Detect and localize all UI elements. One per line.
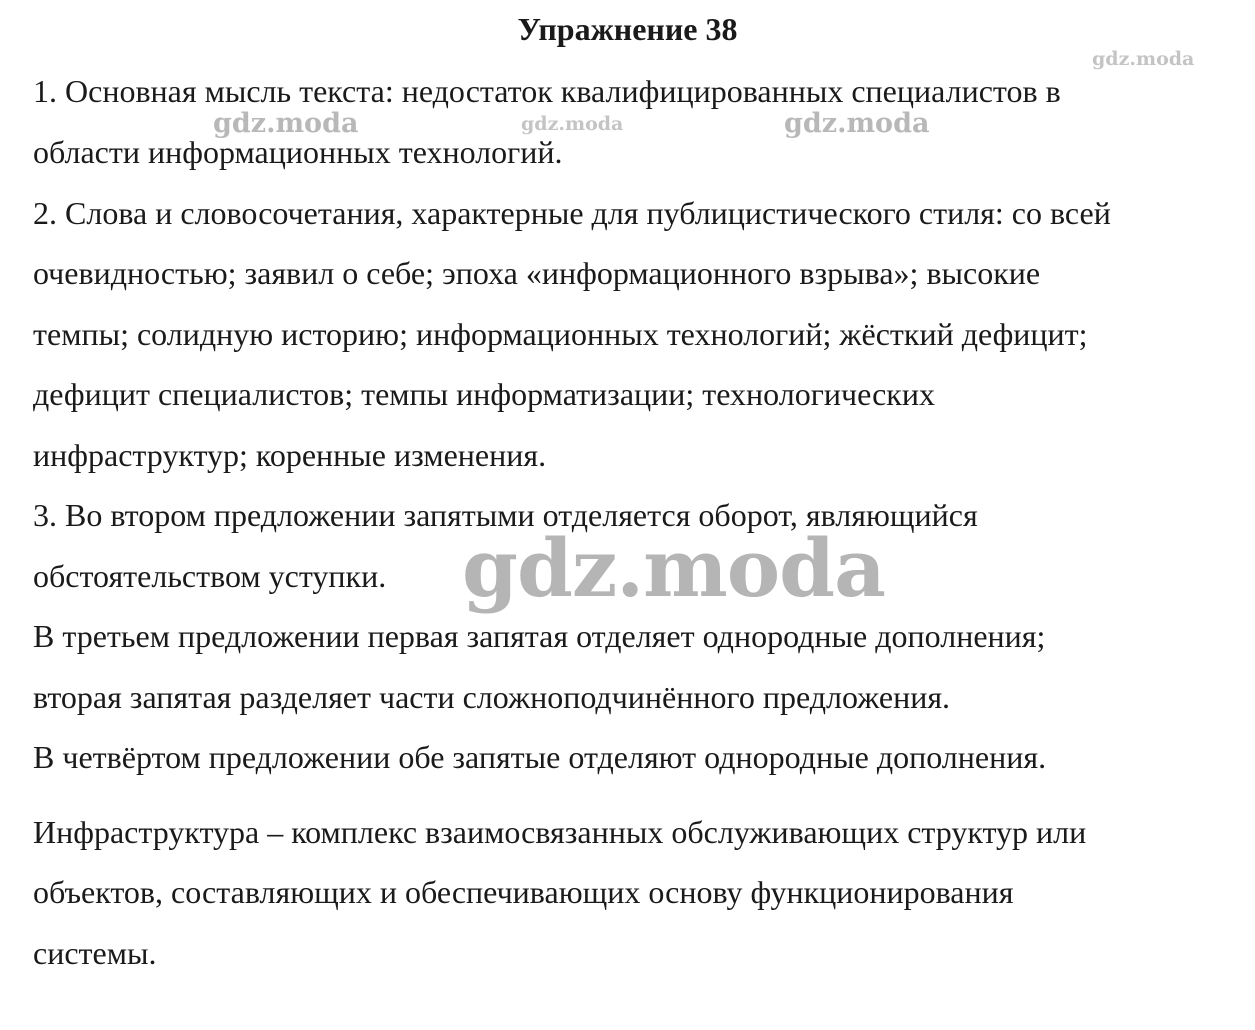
text-line-8: 3. Во втором предложении запятыми отделяется оборот, являющийся xyxy=(33,497,978,533)
text-line-15: системы. xyxy=(33,935,157,971)
watermark-big: gdz.moda xyxy=(462,521,885,615)
text-line-10: В третьем предложении первая запятая отделяет однородные дополнения; xyxy=(33,618,1046,654)
text-line-9: обстоятельством уступки. xyxy=(33,558,387,594)
text-line-3: 2. Слова и словосочетания, характерные для публицистического стиля: со всей xyxy=(33,195,1111,231)
text-line-2: области информационных технологий. xyxy=(33,134,563,170)
text-line-6: дефицит специалистов; темпы информатизации; технологических xyxy=(33,376,935,412)
text-line-1: 1. Основная мысль текста: недостаток квалифицированных специалистов в xyxy=(33,73,1061,109)
text-line-14: объектов, составляющих и обеспечивающих основу функционирования xyxy=(33,874,1014,910)
text-line-7: инфраструктур; коренные изменения. xyxy=(33,437,547,473)
watermark-center: gdz.moda xyxy=(521,113,624,135)
text-line-13: Инфраструктура – комплекс взаимосвязанных обслуживающих структур или xyxy=(33,814,1087,850)
watermark-left: gdz.moda xyxy=(213,108,359,139)
text-line-11: вторая запятая разделяет части сложноподчинённого предложения. xyxy=(33,679,951,715)
watermark-top-right: gdz.moda xyxy=(1092,48,1195,70)
text-line-4: очевидностью; заявил о себе; эпоха «информационного взрыва»; высокие xyxy=(33,255,1041,291)
exercise-title: Упражнение 38 xyxy=(517,11,738,47)
watermark-right: gdz.moda xyxy=(784,108,930,139)
text-line-5: темпы; солидную историю; информационных технологий; жёсткий дефицит; xyxy=(33,316,1088,352)
text-line-12: В четвёртом предложении обе запятые отделяют однородные дополнения. xyxy=(33,739,1047,775)
